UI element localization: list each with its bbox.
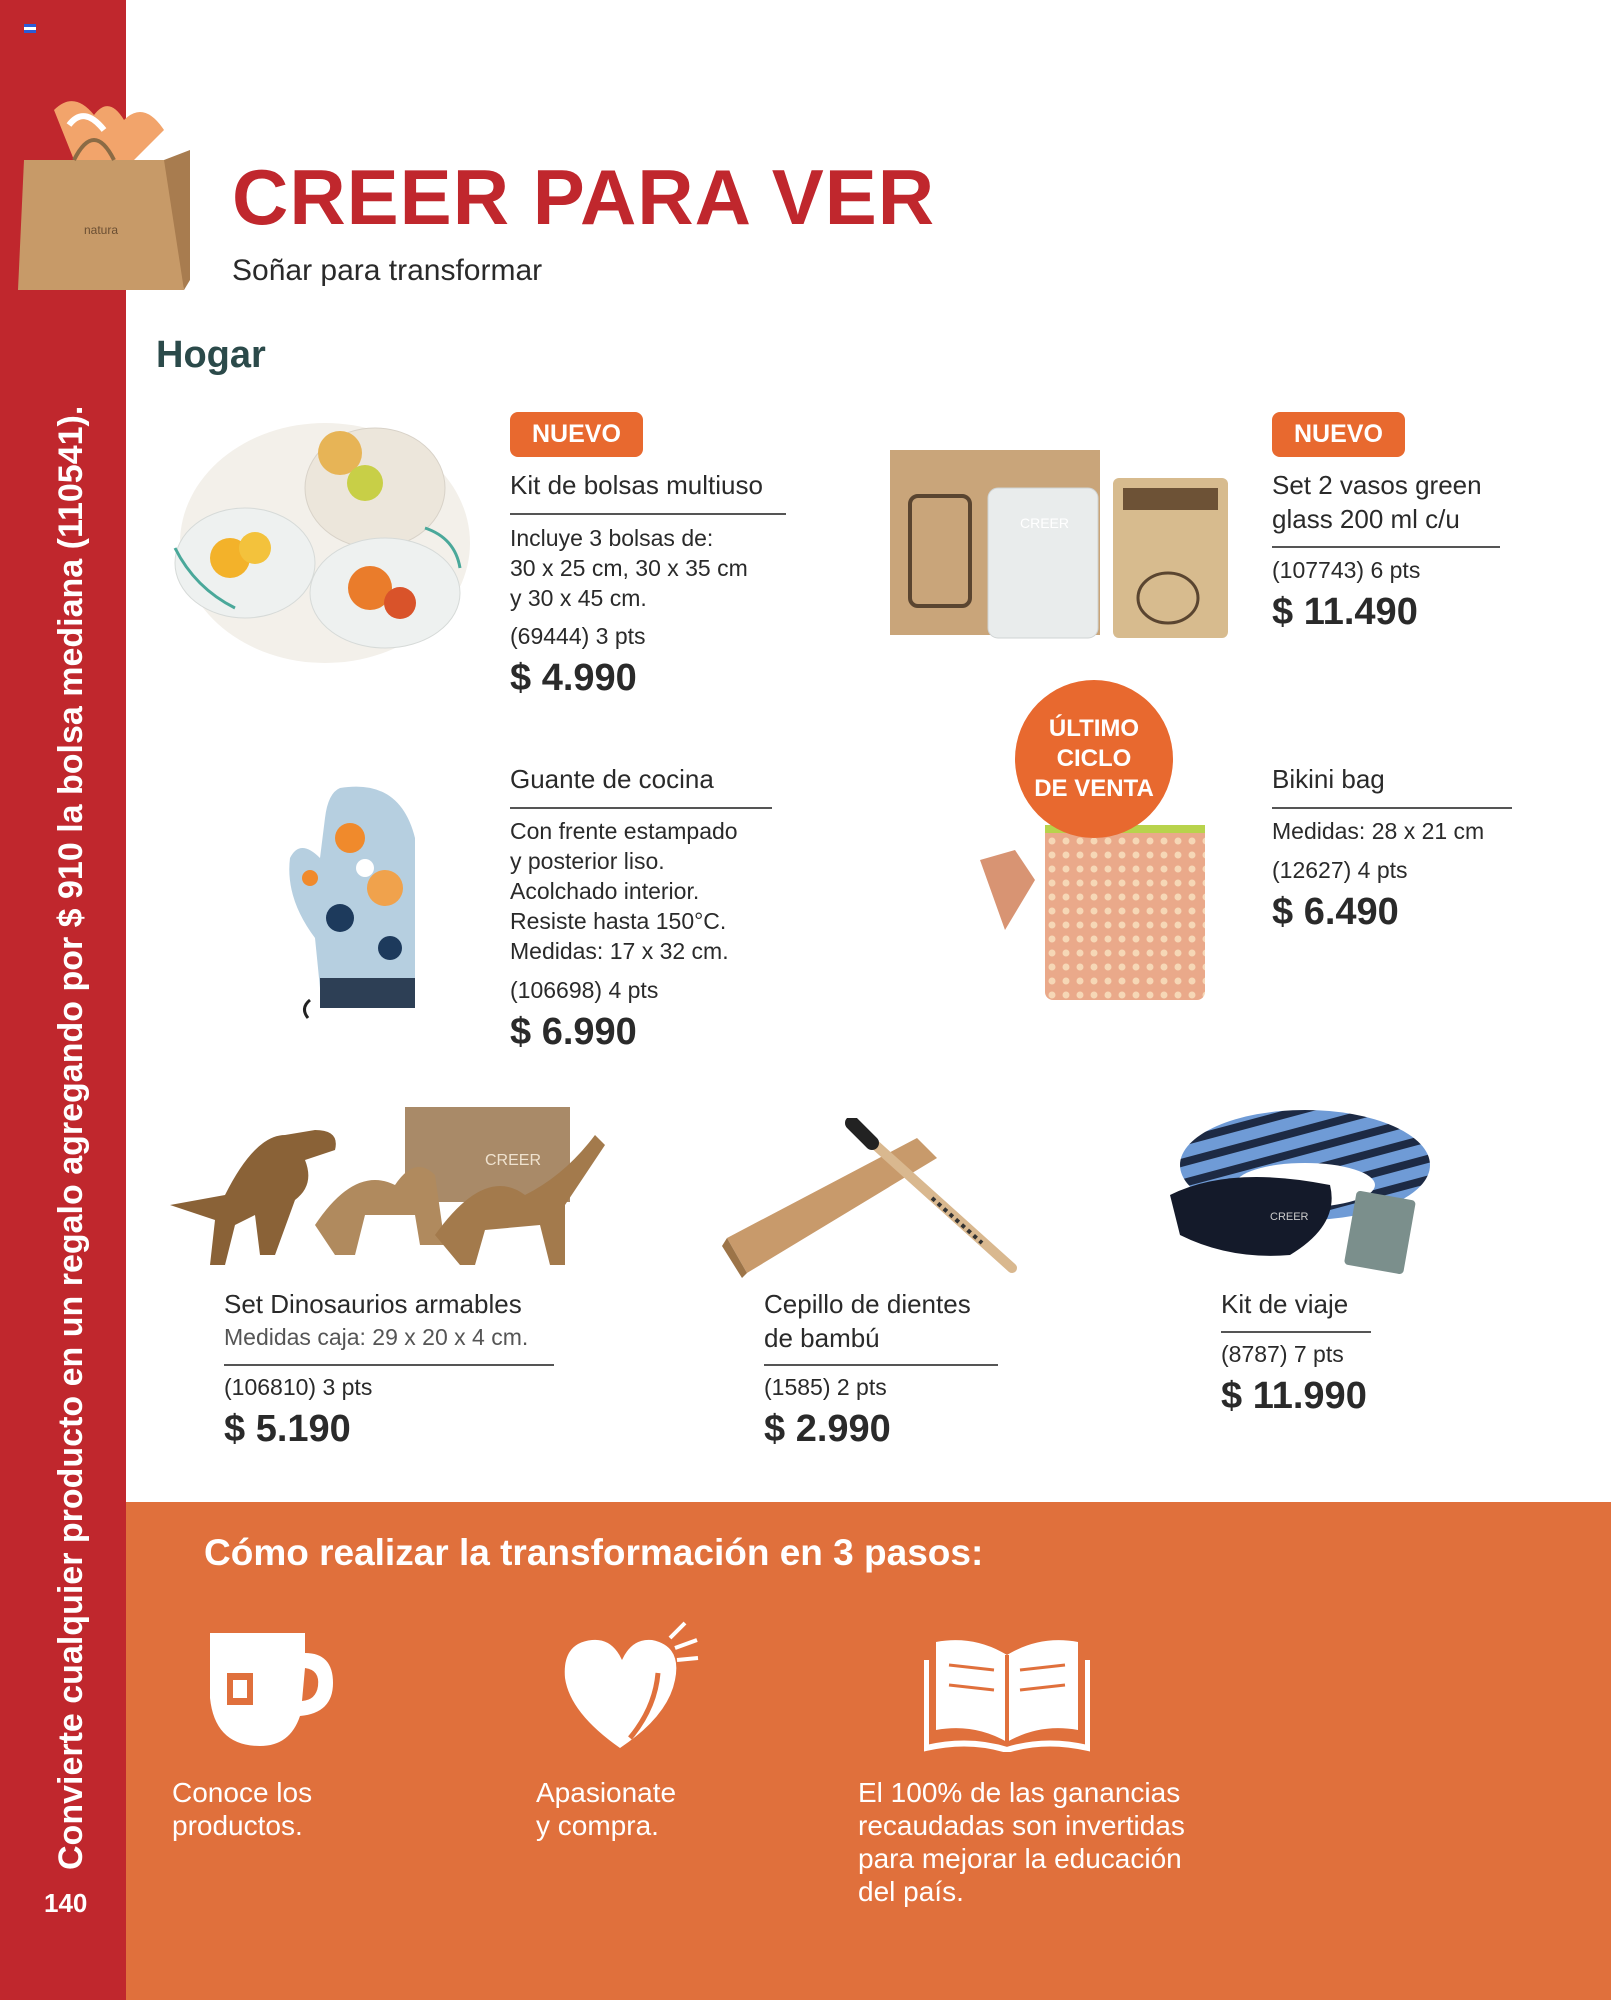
kit-viaje-image [1150, 1105, 1435, 1285]
page-number: 140 [44, 1888, 88, 1918]
product-desc: Incluye 3 bolsas de: 30 x 25 cm, 30 x 35 cm y 30 x 45 cm. [510, 525, 748, 611]
svg-text:CREER: CREER [1270, 1211, 1309, 1223]
vasos-image [888, 448, 1233, 643]
product-code: (69444) 3 pts [510, 623, 646, 649]
product-price: $ 2.990 [764, 1408, 891, 1450]
product-name: Guante de cocina [510, 764, 714, 794]
product-price: $ 11.490 [1272, 591, 1418, 633]
page-title: CREER PARA VER [232, 153, 936, 241]
product-price: $ 5.190 [224, 1408, 351, 1450]
ultimo-ciclo-badge: ÚLTIMO CICLO DE VENTA [1015, 680, 1173, 838]
badge-nuevo: NUEVO [510, 412, 643, 457]
divider [224, 1364, 554, 1366]
product-name: Bikini bag [1272, 764, 1385, 794]
product-price: $ 6.490 [1272, 891, 1399, 933]
flag-icon [24, 24, 36, 33]
product-desc: Con frente estampado y posterior liso. Acolchado interior. Resiste hasta 150°C. Medidas: 17 x 32 cm. [510, 818, 738, 964]
svg-text:CREER: CREER [1020, 515, 1070, 531]
divider [1221, 1331, 1371, 1333]
divider [510, 807, 772, 809]
product-code: (106698) 4 pts [510, 977, 659, 1003]
product-name: Kit de bolsas multiuso [510, 470, 763, 500]
product-desc: Medidas caja: 29 x 20 x 4 cm. [224, 1324, 529, 1350]
cepillo-image [722, 1118, 1022, 1278]
product-code: (107743) 6 pts [1272, 557, 1421, 583]
divider [1272, 546, 1500, 548]
divider [764, 1364, 998, 1366]
sidebar-promo-text: Convierte cualquier producto en un regalo agregando por $ 910 la bolsa mediana (110541). [52, 405, 90, 1870]
product-price: $ 4.990 [510, 657, 637, 699]
product-price: $ 11.990 [1221, 1375, 1367, 1417]
bolsas-image [165, 408, 475, 683]
product-name: Set Dinosaurios armables [224, 1289, 522, 1319]
product-name: Set 2 vasos green glass 200 ml c/u [1272, 470, 1482, 534]
gift-bag-image [14, 90, 190, 300]
product-name: Kit de viaje [1221, 1289, 1349, 1319]
product-code: (12627) 4 pts [1272, 857, 1408, 883]
product-price: $ 6.990 [510, 1011, 637, 1053]
dinosaurios-image [165, 1105, 615, 1280]
divider [510, 513, 786, 515]
badge-nuevo: NUEVO [1272, 412, 1405, 457]
bag-brand-label: natura [84, 223, 119, 237]
bikini-bag-image [975, 820, 1215, 1005]
product-code: (1585) 2 pts [764, 1374, 887, 1400]
guante-image [280, 778, 430, 1023]
footer-title: Cómo realizar la transformación en 3 pasos: [204, 1532, 984, 1573]
heart-icon [560, 1618, 700, 1753]
svg-text:CREER: CREER [485, 1152, 542, 1169]
section-heading: Hogar [156, 334, 266, 376]
footer-steps-panel [126, 1502, 1611, 2000]
product-code: (8787) 7 pts [1221, 1341, 1344, 1367]
divider [1272, 807, 1512, 809]
product-code: (106810) 3 pts [224, 1374, 373, 1400]
product-name: Cepillo de dientes de bambú [764, 1289, 971, 1353]
page-subtitle: Soñar para transformar [232, 254, 543, 287]
step-text: Conoce los productos. [172, 1777, 313, 1841]
cup-icon [205, 1628, 335, 1750]
product-desc: Medidas: 28 x 21 cm [1272, 818, 1485, 844]
book-icon [924, 1630, 1090, 1752]
step-text: Apasionate y compra. [536, 1777, 677, 1841]
step-text: El 100% de las ganancias recaudadas son invertidas para mejorar la educación del país. [858, 1777, 1185, 1907]
